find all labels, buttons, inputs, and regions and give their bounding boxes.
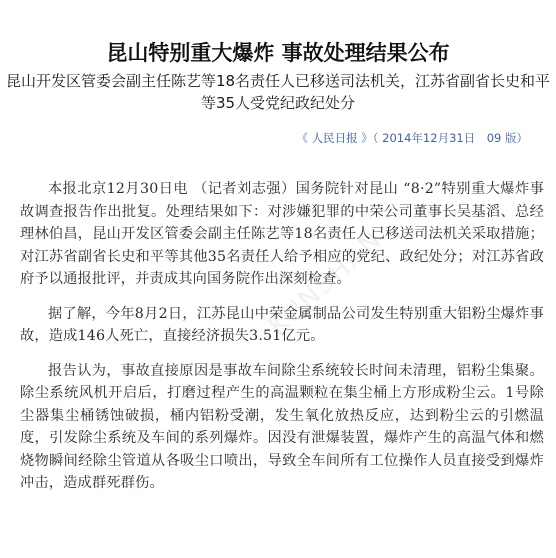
source-line (296, 130, 528, 146)
article-headline: 昆山特别重大爆炸 事故处理结果公布 (106, 41, 450, 65)
article-body (20, 178, 544, 507)
watermark: KUNSHAN (263, 224, 389, 342)
paragraph-1: 本报北京12月30日电 （记者刘志强）国务院针对昆山 “8·2”特别重大爆炸事故调查报告作出批复。处理结果如下：对涉嫌犯罪的中荣公司董事长吴基滔、总经理林伯昌，昆山开发区管委会副主任陈艺等18名责任人已移送司法机关采取措施；对江苏省副省长史和平等其他35名责任人给予相应的党纪、政纪处分；对江苏省政府予以通报批评，并责成其向国务院作出深刻检查。 (20, 181, 544, 287)
source-date: 》（ 2014年12月31日 09 版） (361, 131, 528, 145)
paragraph-3: 报告认为，事故直接原因是事故车间除尘系统较长时间未清理，铝粉尘集聚。除尘系统风机开启后，打磨过程产生的高温颗粒在集尘桶上方形成粉尘云。1号除尘器集尘桶锈蚀破损，桶内铝粉受潮，发生氧化放热反应，达到粉尘云的引燃温度，引发除尘系统及车间的系列爆炸。因没有泄爆装置，爆炸产生的高温气体和燃烧物瞬间经除尘管道从各吸尘口喷出，导致全车间所有工位操作人员直接受到爆炸冲击，造成群死群伤。 (20, 362, 544, 491)
source-paper-link[interactable]: 人民日报 (311, 131, 358, 145)
source-open-bracket: 《 (296, 131, 308, 145)
article-subheadline: 昆山开发区管委会副主任陈艺等18名责任人已移送司法机关，江苏省副省长史和平等35人受党纪政纪处分 (5, 72, 551, 112)
paragraph-2: 据了解，今年8月2日，江苏昆山中荣金属制品公司发生特别重大铝粉尘爆炸事故，造成146人死亡，直接经济损失3.51亿元。 (20, 305, 544, 344)
